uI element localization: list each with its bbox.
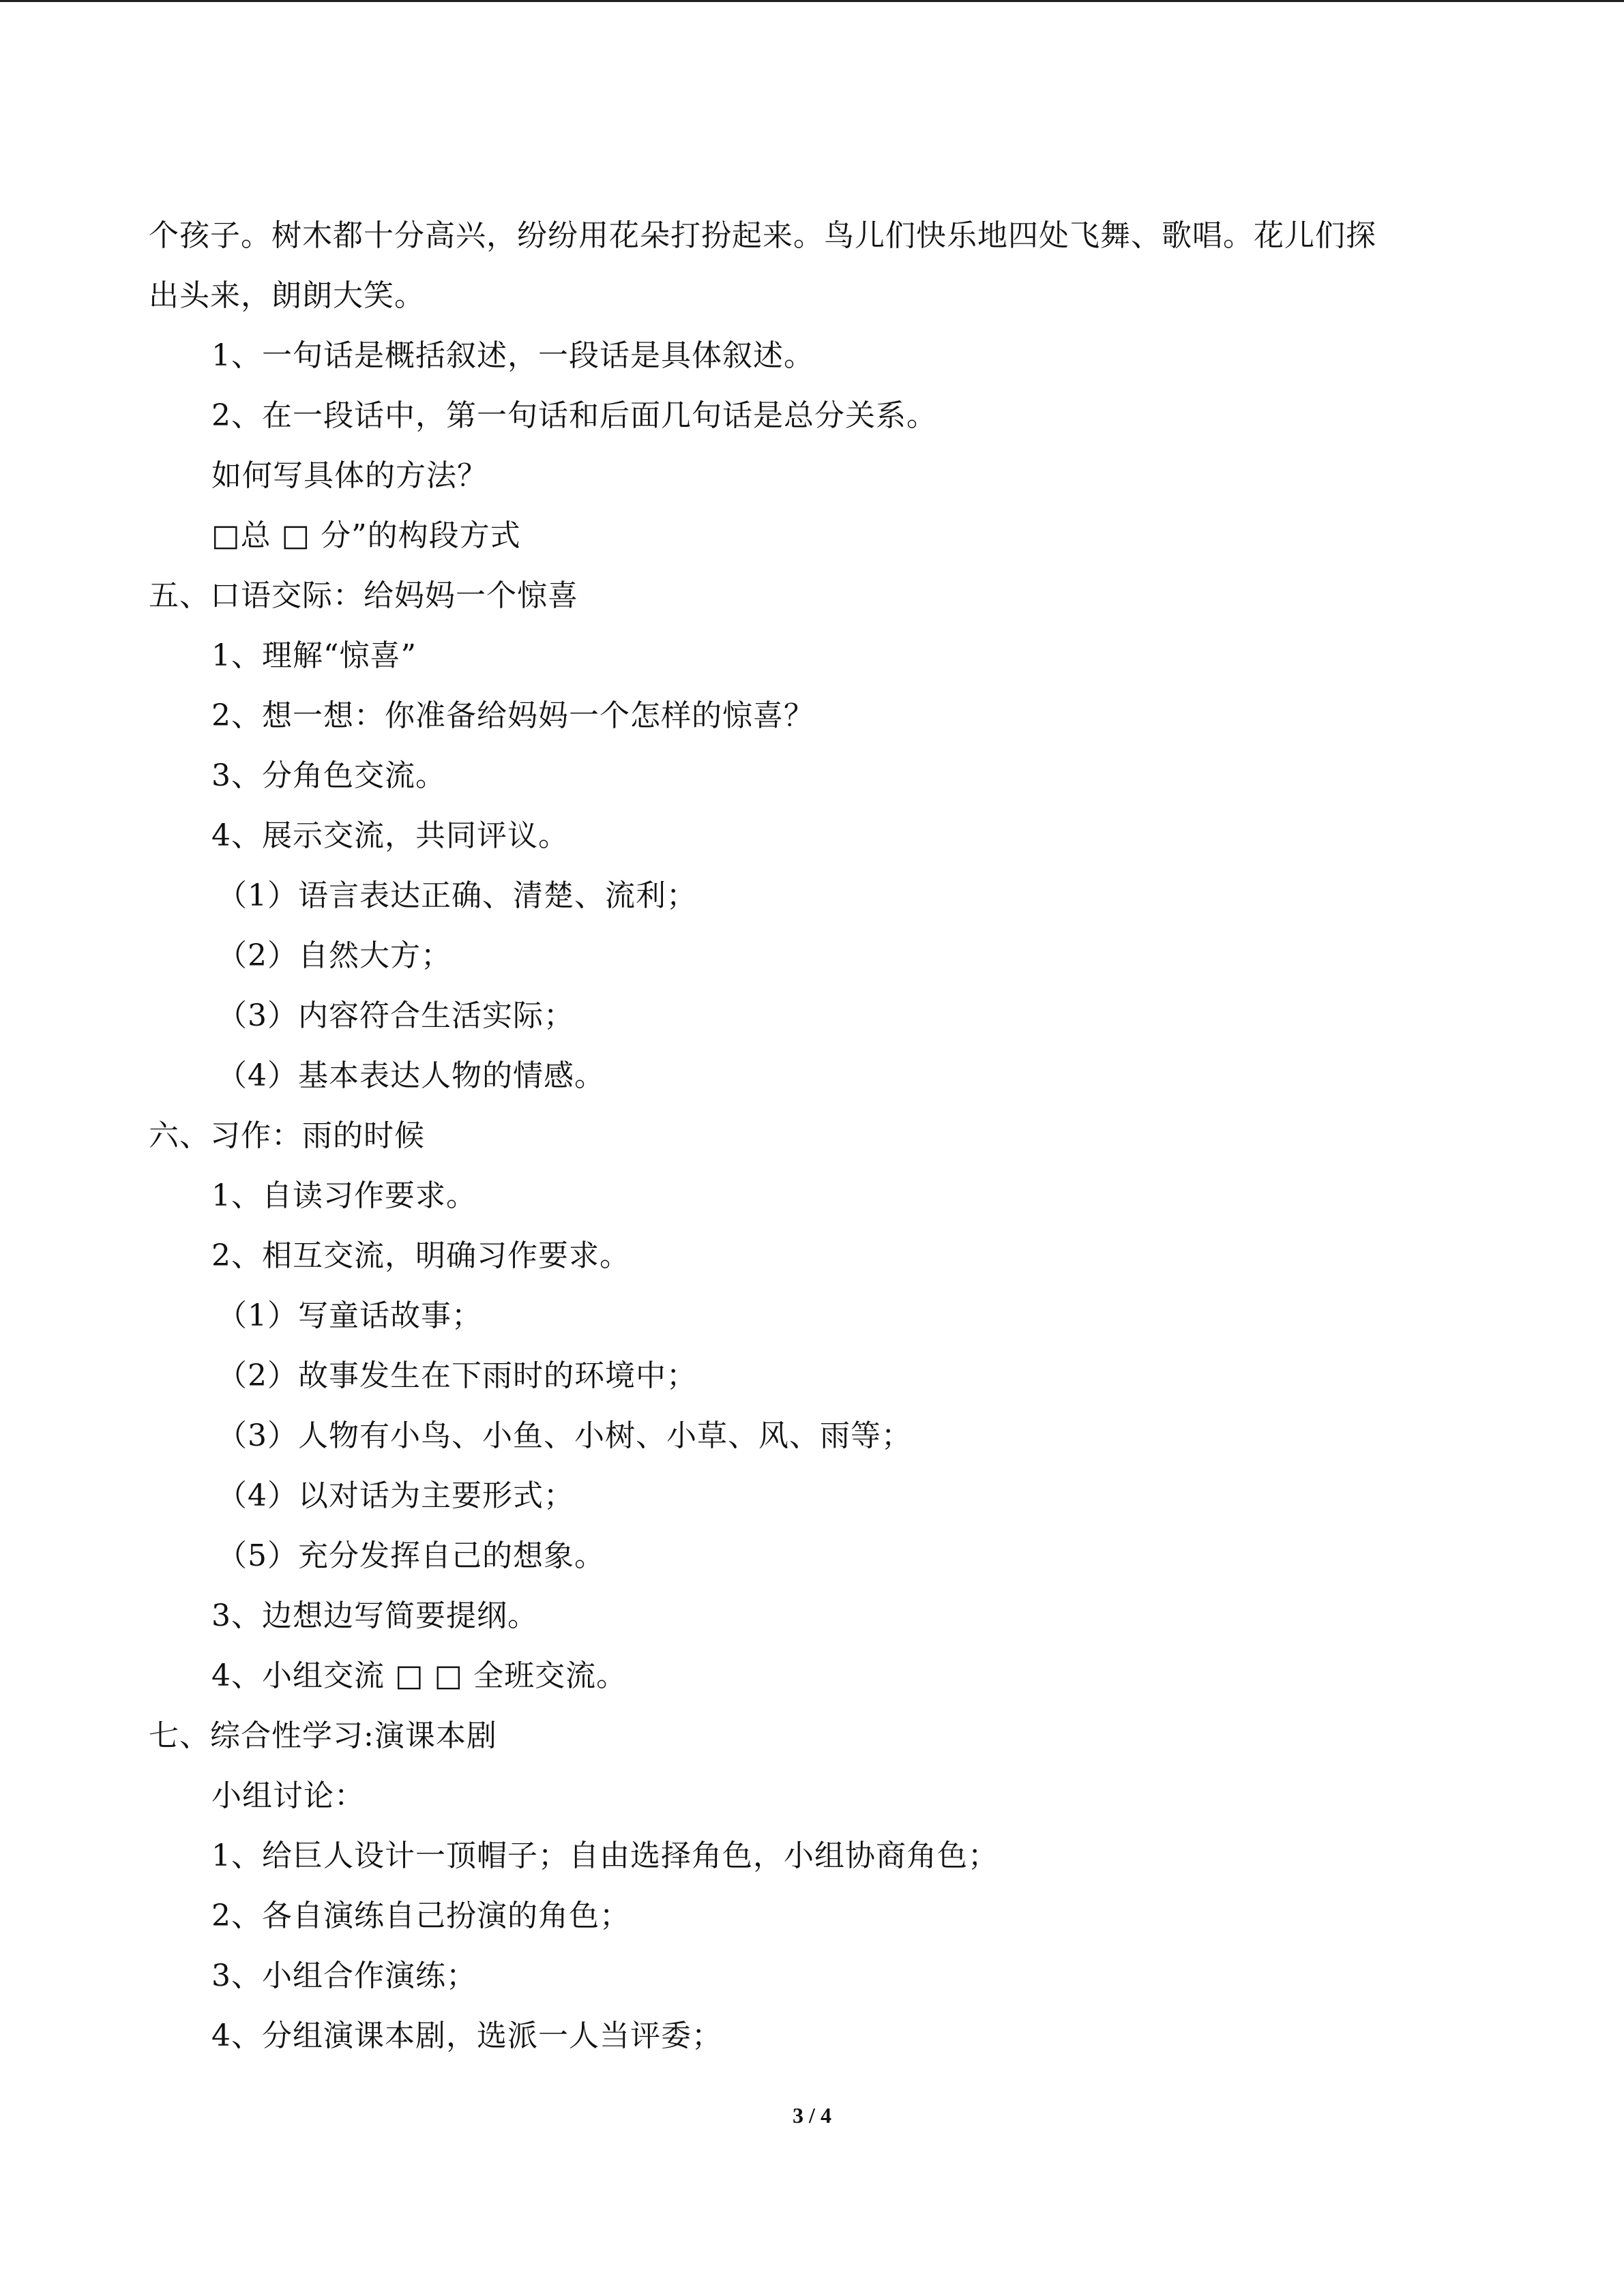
sub-list-item: （5）充分发挥自己的想象。 — [217, 1538, 605, 1573]
list-item: 3、小组合作演练； — [211, 1958, 477, 1993]
list-item: 2、在一段话中，第一句话和后面几句话是总分关系。 — [211, 398, 937, 433]
paragraph-line: 如何写具体的方法？ — [211, 458, 488, 493]
page-number: 3 / 4 — [793, 2103, 831, 2128]
sub-list-item: （1）语言表达正确、清楚、流利； — [217, 878, 697, 913]
sub-list-item: （1）写童话故事； — [217, 1298, 482, 1333]
sub-list-item: （2）自然大方； — [217, 938, 452, 973]
sub-list-item: （3）内容符合生活实际； — [217, 998, 574, 1033]
list-item: 4、分组演课本剧，选派一人当评委； — [211, 2018, 722, 2053]
list-item: 4、展示交流，共同评议。 — [211, 818, 569, 853]
paragraph-line: 出头来，朗朗大笑。 — [149, 278, 425, 313]
list-item: 1、理解“惊喜” — [211, 638, 417, 673]
list-item: 2、想一想：你准备给妈妈一个怎样的惊喜？ — [211, 698, 814, 733]
sub-list-item: （3）人物有小鸟、小鱼、小树、小草、风、雨等； — [217, 1418, 912, 1453]
section-heading: 七、综合性学习:演课本剧 — [149, 1718, 497, 1753]
list-item: 2、相互交流，明确习作要求。 — [211, 1238, 630, 1273]
section-heading: 五、口语交际：给妈妈一个惊喜 — [149, 578, 578, 613]
list-item: 3、分角色交流。 — [211, 758, 446, 793]
list-item: 2、各自演练自己扮演的角色； — [211, 1898, 630, 1933]
sub-list-item: （4）以对话为主要形式； — [217, 1478, 574, 1513]
list-item: 1、一句话是概括叙述，一段话是具体叙述。 — [211, 338, 814, 373]
list-item: 1、自读习作要求。 — [211, 1178, 477, 1213]
section-heading: 六、习作：雨的时候 — [149, 1118, 425, 1153]
list-item: 1、给巨人设计一顶帽子；自由选择角色，小组协商角色； — [211, 1838, 999, 1873]
paragraph-line: 个孩子。树木都十分高兴，纷纷用花朵打扮起来。鸟儿们快乐地四处飞舞、歌唱。花儿们探 — [149, 218, 1376, 253]
list-item: 3、边想边写简要提纲。 — [211, 1598, 538, 1633]
paragraph-line: □总 □ 分”的构段方式 — [211, 518, 521, 553]
sub-list-item: （4）基本表达人物的情感。 — [217, 1058, 605, 1093]
list-item: 4、小组交流 □ □ 全班交流。 — [211, 1658, 628, 1693]
paragraph-line: 小组讨论： — [211, 1778, 365, 1813]
sub-list-item: （2）故事发生在下雨时的环境中； — [217, 1358, 697, 1393]
